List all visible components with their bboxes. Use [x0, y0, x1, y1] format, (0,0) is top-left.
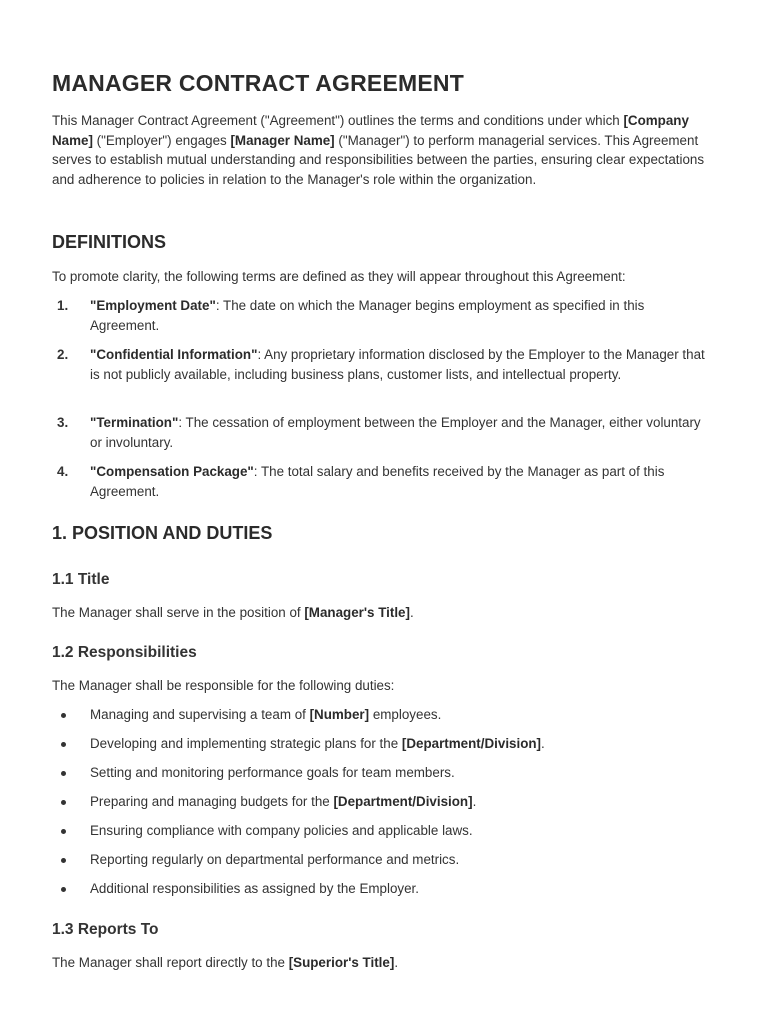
title-period: .: [409, 605, 414, 620]
definitions-lead: To promote clarity, the following terms are defined as they will appear throughout this Agreement:: [52, 269, 626, 284]
definition-term: "Termination": [90, 415, 179, 430]
intro-paragraph: [52, 111, 717, 189]
list-item-text: [90, 734, 545, 754]
definitions-heading: DEFINITIONS: [52, 232, 167, 252]
intro-text-3: ("Manager") to perform managerial services. This Agreement serves to establish mutual understanding and responsibilities between the parties, ensuring clear expectations and adherence to policies in relation to the Manager's role within the organization.: [52, 132, 705, 187]
list-item-text: [90, 763, 455, 783]
manager-title-placeholder: [Manager's Title]: [304, 605, 410, 620]
reports-text: The Manager shall report directly to the: [52, 955, 289, 970]
manager-name-placeholder: [Manager Name]: [230, 132, 335, 148]
list-item-text: [90, 705, 441, 725]
title-paragraph: [52, 603, 722, 623]
bullet-icon: [61, 800, 66, 805]
definition-number: 3.: [57, 415, 69, 430]
definition-body: [90, 345, 715, 384]
list-item-pre: Ensuring compliance with company policies and applicable laws.: [90, 823, 473, 838]
section-1-heading: 1. POSITION AND DUTIES: [52, 523, 273, 543]
definition-text: : The date on which the Manager begins employment as specified in this Agreement.: [90, 298, 645, 333]
intro-text-2: ("Employer") engages: [92, 132, 231, 148]
list-item-pre: Preparing and managing budgets for the: [90, 794, 334, 809]
definition-term: "Compensation Package": [90, 464, 254, 479]
bullet-icon: [61, 713, 66, 718]
bullet-icon: [61, 858, 66, 863]
reports-period: .: [394, 955, 399, 970]
responsibilities-lead: The Manager shall be responsible for the following duties:: [52, 678, 395, 693]
list-item-pre: Setting and monitoring performance goals for team members.: [90, 765, 455, 780]
bullet-icon: [61, 742, 66, 747]
list-item-pre: Developing and implementing strategic plans for the: [90, 736, 402, 751]
definition-body: [90, 462, 715, 501]
definition-number: 2.: [57, 347, 69, 362]
bullet-icon: [61, 771, 66, 776]
list-item-text: [90, 879, 419, 899]
document-title: MANAGER CONTRACT AGREEMENT: [52, 70, 464, 96]
list-item-post: .: [472, 794, 477, 809]
definition-term: "Employment Date": [90, 298, 216, 313]
list-item-text: [90, 821, 473, 841]
company-name-placeholder: [Company Name]: [52, 113, 689, 148]
definition-number: 4.: [57, 464, 69, 479]
list-item-pre: Reporting regularly on departmental performance and metrics.: [90, 852, 460, 867]
subsection-reports-heading: 1.3 Reports To: [52, 921, 159, 938]
list-item-placeholder: [Department/Division]: [333, 794, 473, 809]
list-item-text: [90, 850, 459, 870]
intro-text-1: This Manager Contract Agreement ("Agreement") outlines the terms and conditions under which: [52, 113, 624, 128]
bullet-icon: [61, 887, 66, 892]
superior-title-placeholder: [Superior's Title]: [288, 955, 395, 970]
list-item-placeholder: [Department/Division]: [401, 736, 542, 751]
definition-text: : The total salary and benefits received by the Manager as part of this Agreement.: [90, 464, 665, 499]
list-item-post: employees.: [369, 707, 442, 722]
reports-paragraph: [52, 953, 722, 973]
definition-text: : Any proprietary information disclosed by the Employer to the Manager that is not publicly available, including business plans, customer lists, and intellectual property.: [90, 347, 705, 382]
definition-body: [90, 413, 715, 452]
definition-term: "Confidential Information": [90, 347, 258, 362]
bullet-icon: [61, 829, 66, 834]
list-item-post: .: [541, 736, 545, 751]
definition-body: [90, 296, 715, 335]
definition-text: : The cessation of employment between the Employer and the Manager, either voluntary or involuntary.: [90, 415, 701, 450]
list-item-text: [90, 792, 476, 812]
subsection-title-heading: 1.1 Title: [52, 571, 110, 588]
list-item-pre: Managing and supervising a team of: [90, 707, 310, 722]
definition-number: 1.: [57, 298, 69, 313]
list-item-placeholder: [Number]: [309, 707, 370, 722]
list-item-pre: Additional responsibilities as assigned by the Employer.: [90, 881, 419, 896]
title-text: The Manager shall serve in the position of: [52, 605, 305, 620]
subsection-responsibilities-heading: 1.2 Responsibilities: [52, 644, 197, 661]
